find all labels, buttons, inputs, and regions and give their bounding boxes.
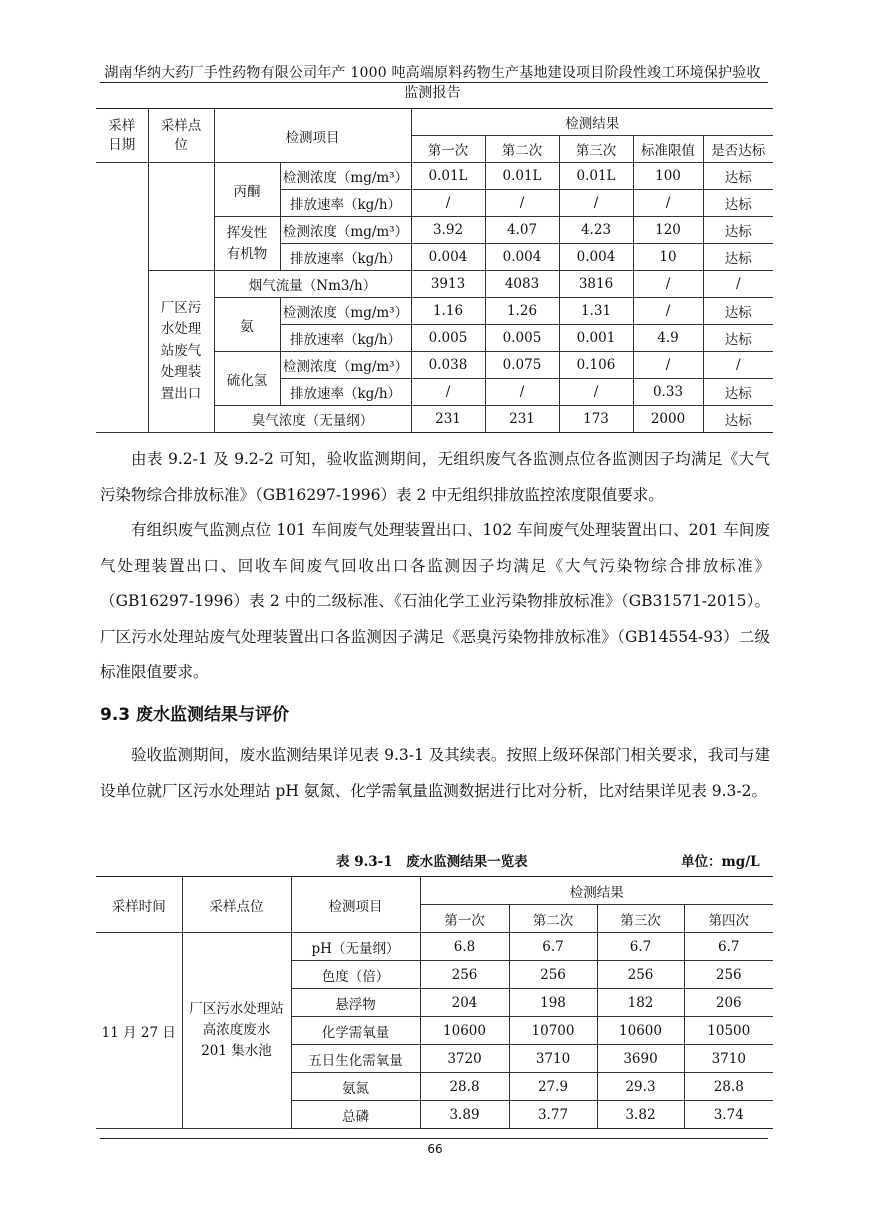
value-cell: 3.92	[411, 217, 485, 244]
header-test-result: 检测结果	[420, 877, 773, 905]
header-sampling-point: 采样点位	[182, 877, 291, 933]
value-cell: 3816	[559, 271, 633, 298]
pollutant-h2s: 硫化氢	[214, 352, 280, 406]
value-cell: 0.106	[559, 352, 633, 379]
header-col-4: 标准限值	[633, 136, 703, 163]
section-title: 9.3 废水监测结果与评价	[100, 705, 290, 725]
value-cell: 206	[684, 989, 773, 1017]
value-cell: 204	[420, 989, 509, 1017]
header-col-3: 第三次	[559, 136, 633, 163]
header-col-3: 第三次	[597, 905, 684, 933]
value-cell: 28.8	[684, 1073, 773, 1101]
header-col-5: 是否达标	[703, 136, 773, 163]
value-cell: 4.23	[559, 217, 633, 244]
value-cell: 28.8	[420, 1073, 509, 1101]
value-cell: 3710	[684, 1045, 773, 1073]
value-cell: 0.001	[559, 325, 633, 352]
header-col-4: 第四次	[684, 905, 773, 933]
value-cell: 100	[633, 163, 703, 190]
header-sampling-point: 采样点位	[148, 109, 214, 163]
value-cell: 0.004	[485, 244, 559, 271]
header-col-1: 第一次	[411, 136, 485, 163]
value-cell: 0.33	[633, 379, 703, 406]
value-cell: 182	[597, 989, 684, 1017]
value-cell: 10600	[420, 1017, 509, 1045]
value-cell: 198	[509, 989, 597, 1017]
value-cell: 达标	[703, 298, 773, 325]
header-test-item: 检测项目	[291, 877, 420, 933]
value-cell: 10700	[509, 1017, 597, 1045]
value-cell: 1.16	[411, 298, 485, 325]
value-cell: 3.82	[597, 1101, 684, 1129]
value-cell: 4.9	[633, 325, 703, 352]
value-cell: 达标	[703, 217, 773, 244]
value-cell: 4.07	[485, 217, 559, 244]
value-cell: 达标	[703, 244, 773, 271]
header-test-result: 检测结果	[411, 109, 773, 136]
item-cell: 化学需氧量	[291, 1017, 420, 1045]
value-cell: /	[559, 190, 633, 217]
wastewater-results-table	[96, 876, 773, 1129]
table-caption: 表 9.3-1 废水监测结果一览表	[336, 854, 528, 870]
paragraph: 由表 9.2-1 及 9.2-2 可知，验收监测期间，无组织废气各监测点位各监测因子均满足《大气污染物综合排放标准》（GB16297-1996）表 2 中无组织排放监控浓度限值要求。	[100, 450, 770, 504]
value-cell: 10500	[684, 1017, 773, 1045]
value-cell: 3710	[509, 1045, 597, 1073]
point-wastewater-station: 厂区污水处理站废气处理装置出口	[148, 271, 214, 433]
value-cell: 0.075	[485, 352, 559, 379]
page-header: 湖南华纳大药厂手性药物有限公司年产 1000 吨高端原料药物生产基地建设项目阶段性竣工环境保护验收监测报告	[104, 65, 761, 101]
item-cell: 总磷	[291, 1101, 420, 1129]
sub-item: 检测浓度（mg/m³）	[280, 352, 411, 379]
item-cell: 氨氮	[291, 1073, 420, 1101]
item-cell: 五日生化需氧量	[291, 1045, 420, 1073]
value-cell: /	[703, 271, 773, 298]
table-row	[96, 163, 773, 190]
table-row	[96, 271, 773, 298]
value-cell: 231	[411, 406, 485, 433]
sub-item: 检测浓度（mg/m³）	[280, 298, 411, 325]
value-cell: 0.004	[559, 244, 633, 271]
header-col-2: 第二次	[485, 136, 559, 163]
value-cell: 6.7	[509, 933, 597, 961]
value-cell: 2000	[633, 406, 703, 433]
table-row	[96, 933, 773, 961]
value-cell: 3720	[420, 1045, 509, 1073]
emission-results-table	[96, 108, 773, 433]
item-cell: 色度（倍）	[291, 961, 420, 989]
pollutant-vocs: 挥发性有机物	[214, 217, 280, 271]
value-cell: 120	[633, 217, 703, 244]
sub-item: 排放速率（kg/h）	[280, 244, 411, 271]
item-cell: 悬浮物	[291, 989, 420, 1017]
page-number: 66	[427, 1142, 443, 1156]
sub-item: 检测浓度（mg/m³）	[280, 217, 411, 244]
paragraph: 有组织废气监测点位 101 车间废气处理装置出口、102 车间废气处理装置出口、201 车间废气处理装置出口、回收车间废气回收出口各监测因子均满足《大气污染物综合排放标准》（GB16297-1996）表 2 中的二级标准、《石油化学工业污染物排放标准》（GB31571-2015）。厂区污水处理站废气处理装置出口各监测因子满足《恶臭污染物排放标准》（GB14554-93）二级标准限值要求。	[100, 521, 770, 681]
sampling-date: 11 月 27 日	[96, 933, 182, 1129]
body-paragraphs	[100, 442, 770, 691]
value-cell: 达标	[703, 379, 773, 406]
value-cell: 0.005	[485, 325, 559, 352]
header-sampling-date: 采样日期	[96, 109, 148, 163]
value-cell: /	[703, 352, 773, 379]
pollutant-ammonia: 氨	[214, 298, 280, 352]
sub-item: 排放速率（kg/h）	[280, 325, 411, 352]
value-cell: 3.77	[509, 1101, 597, 1129]
footer-rule	[100, 1138, 768, 1139]
header-col-2: 第二次	[509, 905, 597, 933]
value-cell: 27.9	[509, 1073, 597, 1101]
item-cell: pH（无量纲）	[291, 933, 420, 961]
header-sampling-time: 采样时间	[96, 877, 182, 933]
value-cell: 达标	[703, 406, 773, 433]
value-cell: /	[633, 271, 703, 298]
value-cell: 达标	[703, 190, 773, 217]
value-cell: 1.26	[485, 298, 559, 325]
value-cell: /	[485, 379, 559, 406]
value-cell: /	[633, 352, 703, 379]
value-cell: 256	[684, 961, 773, 989]
value-cell: 达标	[703, 325, 773, 352]
value-cell: /	[559, 379, 633, 406]
value-cell: 0.01L	[559, 163, 633, 190]
value-cell: /	[411, 190, 485, 217]
value-cell: 0.038	[411, 352, 485, 379]
header-rule	[100, 82, 768, 83]
value-cell: 231	[485, 406, 559, 433]
value-cell: /	[411, 379, 485, 406]
header-test-item: 检测项目	[214, 109, 411, 163]
sub-item: 排放速率（kg/h）	[280, 379, 411, 406]
section-paragraph	[100, 738, 770, 809]
value-cell: 10	[633, 244, 703, 271]
value-cell: 6.7	[684, 933, 773, 961]
value-cell: 达标	[703, 163, 773, 190]
value-cell: 3.89	[420, 1101, 509, 1129]
paragraph: 验收监测期间，废水监测结果详见表 9.3-1 及其续表。按照上级环保部门相关要求，我司与建设单位就厂区污水处理站 pH 氨氮、化学需氧量监测数据进行比对分析，比对结果详见表 9.3-2。	[100, 746, 770, 800]
value-cell: 0.004	[411, 244, 485, 271]
value-cell: 0.01L	[485, 163, 559, 190]
value-cell: 6.8	[420, 933, 509, 961]
value-cell: 29.3	[597, 1073, 684, 1101]
value-cell: 256	[420, 961, 509, 989]
value-cell: /	[633, 190, 703, 217]
value-cell: 1.31	[559, 298, 633, 325]
value-cell: /	[633, 298, 703, 325]
sub-item: 排放速率（kg/h）	[280, 190, 411, 217]
value-cell: 256	[597, 961, 684, 989]
value-cell: 10600	[597, 1017, 684, 1045]
value-cell: 0.005	[411, 325, 485, 352]
sampling-point: 厂区污水处理站高浓度废水 201 集水池	[182, 933, 291, 1129]
point-cell-empty	[148, 163, 214, 271]
header-col-1: 第一次	[420, 905, 509, 933]
value-cell: 3.74	[684, 1101, 773, 1129]
table-unit: 单位：mg/L	[681, 854, 760, 870]
value-cell: 6.7	[597, 933, 684, 961]
value-cell: 256	[509, 961, 597, 989]
value-cell: 3690	[597, 1045, 684, 1073]
value-cell: /	[485, 190, 559, 217]
value-cell: 0.01L	[411, 163, 485, 190]
sub-item: 臭气浓度（无量纲）	[214, 406, 411, 433]
sub-item: 烟气流量（Nm3/h）	[214, 271, 411, 298]
pollutant-acetone: 丙酮	[214, 163, 280, 217]
value-cell: 3913	[411, 271, 485, 298]
date-cell-empty	[96, 163, 148, 433]
value-cell: 173	[559, 406, 633, 433]
value-cell: 4083	[485, 271, 559, 298]
sub-item: 检测浓度（mg/m³）	[280, 163, 411, 190]
